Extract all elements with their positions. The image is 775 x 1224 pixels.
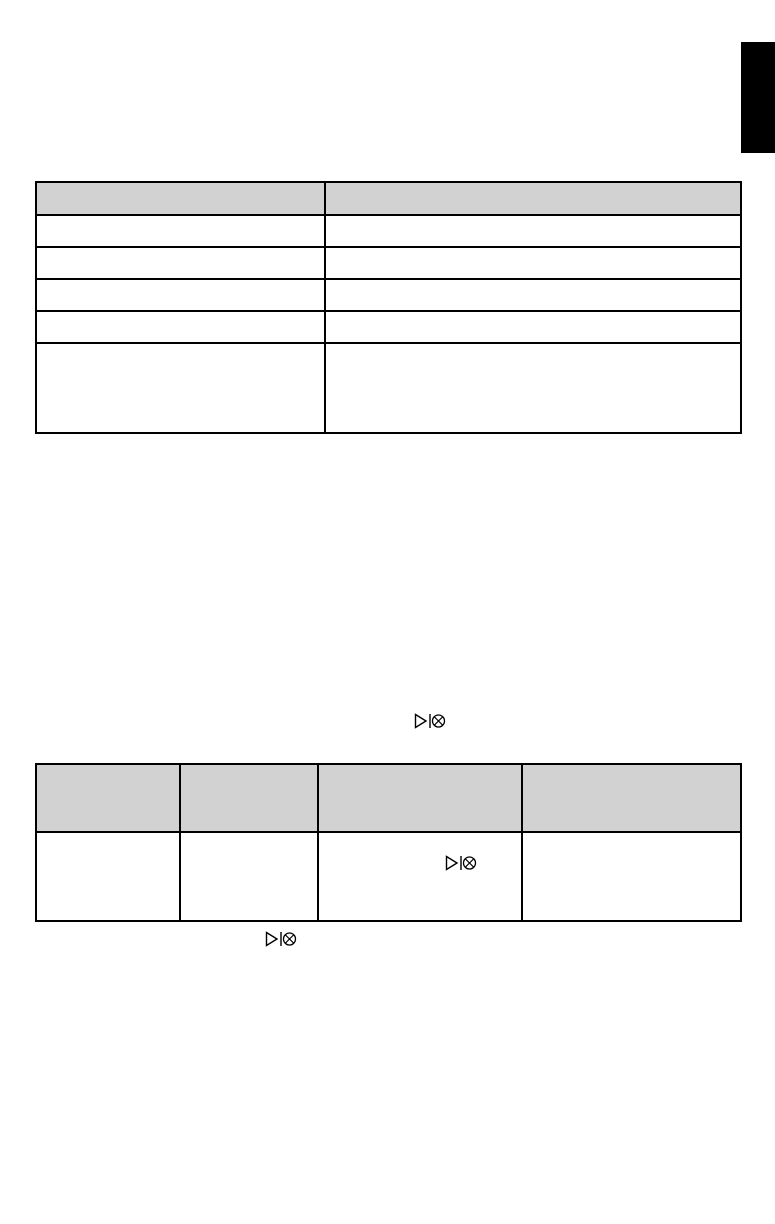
table-header-row [36, 182, 741, 215]
table-cell [180, 832, 318, 921]
table-row [36, 311, 741, 343]
table-cell [318, 832, 522, 921]
table-row [36, 279, 741, 311]
table-cell [36, 832, 180, 921]
table-row [36, 215, 741, 247]
table-cell [36, 311, 325, 343]
play-pause-cancel-icon [265, 931, 297, 947]
table-cell [325, 279, 741, 311]
table-cell [325, 311, 741, 343]
table-cell [522, 832, 741, 921]
spec-table [35, 181, 742, 434]
table-cell [36, 247, 325, 279]
operation-table [35, 763, 742, 922]
side-section-tab [741, 42, 775, 153]
table-row [36, 343, 741, 433]
play-pause-cancel-icon [445, 855, 477, 871]
table-header-cell [180, 764, 318, 832]
table-header-cell [36, 764, 180, 832]
table-cell [325, 343, 741, 433]
table-header-cell [36, 182, 325, 215]
table-row [36, 247, 741, 279]
table-header-cell [522, 764, 741, 832]
table-cell [36, 343, 325, 433]
play-pause-cancel-icon [414, 713, 446, 729]
table-header-row [36, 764, 741, 832]
table-cell [36, 215, 325, 247]
table-row [36, 832, 741, 921]
table-cell [325, 247, 741, 279]
table-header-cell [325, 182, 741, 215]
table-cell [36, 279, 325, 311]
table-header-cell [318, 764, 522, 832]
table-cell [325, 215, 741, 247]
